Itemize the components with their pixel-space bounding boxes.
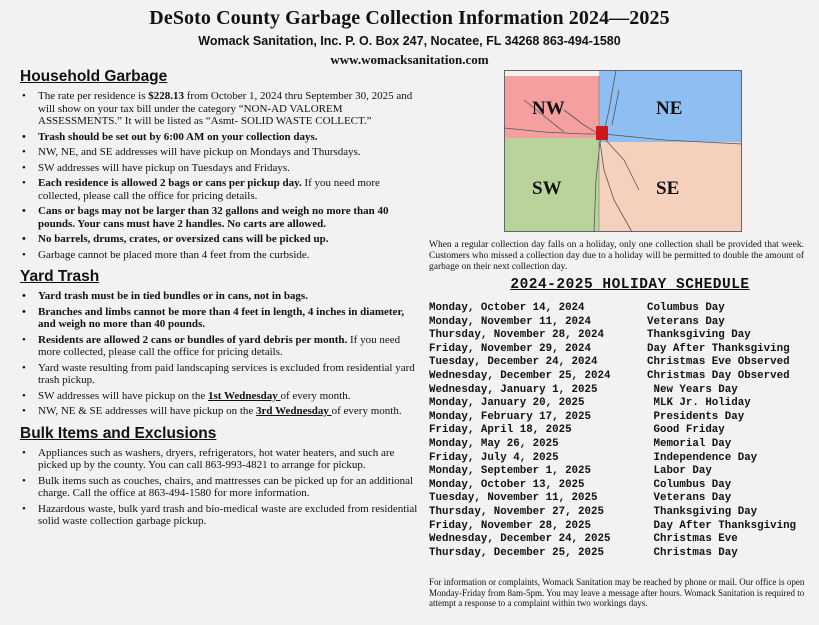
holiday-row xyxy=(429,465,809,479)
list-item: • No barrels, drums, crates, or oversized cans will be picked up. xyxy=(20,233,420,246)
holiday-date: Monday, October 14, 2024 xyxy=(429,302,585,314)
county-map xyxy=(504,70,742,232)
holiday-date: Wednesday, January 1, 2025 xyxy=(429,383,598,396)
list-item: • SW addresses will have pickup on the 1st Wednesday of every month. xyxy=(20,390,420,403)
yard-list xyxy=(20,290,420,418)
holiday-name: New Years Day xyxy=(647,383,738,396)
holiday-name: Christmas Eve Observed xyxy=(647,356,790,369)
footer-note: For information or complaints, Womack Sanitation may be reached by phone or mail. Our office is open Monday-Friday from 8am-5pm. You may leave a message after hours. Womack Sanitation is required to attempt a response to a complaint within two workings days. xyxy=(429,577,805,608)
holiday-row xyxy=(429,397,809,411)
list-item: • Hazardous waste, bulk yard trash and bio-medical waste are excluded from residential solid waste collection garbage pickup. xyxy=(20,503,420,528)
nw-label: NW xyxy=(532,98,565,119)
holiday-list xyxy=(429,302,809,560)
list-item: • Bulk items such as couches, chairs, and mattresses can be picked up for an additional charge. Call the office at 863-494-1580 for more information. xyxy=(20,475,420,500)
list-item: • Yard waste resulting from paid landscaping services is excluded from residential yard trash pickup. xyxy=(20,362,420,387)
holiday-name: Columbus Day xyxy=(647,478,732,491)
holiday-date: Friday, November 28, 2025 xyxy=(429,519,591,532)
holiday-date: Monday, January 20, 2025 xyxy=(429,397,585,410)
holiday-name: Good Friday xyxy=(647,424,725,437)
holiday-name: Christmas Day xyxy=(647,546,738,559)
yard-title: Yard Trash xyxy=(20,268,100,285)
holiday-row xyxy=(429,506,809,520)
holiday-row xyxy=(429,329,809,343)
holiday-name: Memorial Day xyxy=(647,437,732,450)
list-item: • Cans or bags may not be larger than 32 gallons and weigh no more than 40 pounds. Your cans must have 2 handles. No carts are allowed. xyxy=(20,205,420,230)
holiday-name: Veterans Day xyxy=(647,492,732,505)
holiday-date: Wednesday, December 24, 2025 xyxy=(429,533,611,546)
holiday-row xyxy=(429,479,809,493)
holiday-row xyxy=(429,533,809,547)
list-item: • NW, NE, and SE addresses will have pickup on Mondays and Thursdays. xyxy=(20,146,420,159)
holiday-name: Christmas Eve xyxy=(647,533,738,546)
holiday-name: Thanksgiving Day xyxy=(647,329,751,342)
holiday-date: Monday, November 11, 2024 xyxy=(429,315,591,328)
holiday-name: Thanksgiving Day xyxy=(647,505,758,518)
holiday-row xyxy=(429,316,809,330)
list-item: • Residents are allowed 2 cans or bundles of yard debris per month. If you need more collected, please call the office for pricing details. xyxy=(20,334,420,359)
holiday-name: Christmas Day Observed xyxy=(647,369,790,382)
se-label: SE xyxy=(656,178,680,199)
holiday-row xyxy=(429,384,809,398)
holiday-row xyxy=(429,343,809,357)
left-column xyxy=(20,67,420,534)
holiday-date: Thursday, November 28, 2024 xyxy=(429,329,604,342)
holiday-row xyxy=(429,356,809,370)
page-title: DeSoto County Garbage Collection Information 2024—2025 xyxy=(149,7,670,29)
holiday-date: Thursday, December 25, 2025 xyxy=(429,546,604,559)
bulk-title: Bulk Items and Exclusions xyxy=(20,424,217,442)
holiday-date: Monday, February 17, 2025 xyxy=(429,410,591,423)
holiday-row xyxy=(429,520,809,534)
header xyxy=(0,6,819,68)
holiday-date: Monday, October 13, 2025 xyxy=(429,478,585,491)
rate-amount: $228.13 xyxy=(148,90,184,102)
holiday-name: Columbus Day xyxy=(647,302,725,314)
holiday-date: Friday, November 29, 2024 xyxy=(429,342,591,355)
holiday-row xyxy=(429,547,809,561)
holiday-date: Wednesday, December 25, 2024 xyxy=(429,369,611,382)
list-item: • Branches and limbs cannot be more than 4 feet in length, 4 inches in diameter, and weigh no more than 40 pounds. xyxy=(20,306,420,331)
holiday-name: Veterans Day xyxy=(647,315,725,328)
sw-label: SW xyxy=(532,178,562,199)
ne-label: NE xyxy=(656,98,683,119)
holiday-name: Presidents Day xyxy=(647,410,745,423)
holiday-date: Tuesday, November 11, 2025 xyxy=(429,492,598,505)
holiday-name: Day After Thanksgiving xyxy=(647,342,790,355)
holiday-row xyxy=(429,411,809,425)
list-item: • NW, NE & SE addresses will have pickup on the 3rd Wednesday of every month. xyxy=(20,405,420,418)
list-item: • Yard trash must be in tied bundles or in cans, not in bags. xyxy=(20,290,420,303)
company-info: Womack Sanitation, Inc. P. O. Box 247, Nocatee, FL 34268 863-494-1580 xyxy=(198,34,621,48)
list-item: • Trash should be set out by 6:00 AM on your collection days. xyxy=(20,131,420,144)
holiday-name: MLK Jr. Holiday xyxy=(647,397,751,410)
holiday-date: Tuesday, December 24, 2024 xyxy=(429,356,598,369)
holiday-date: Monday, September 1, 2025 xyxy=(429,465,591,478)
holiday-schedule-title: 2024-2025 HOLIDAY SCHEDULE xyxy=(510,277,750,293)
holiday-date: Friday, July 4, 2025 xyxy=(429,451,559,464)
website-link[interactable]: www.womacksanitation.com xyxy=(330,52,489,67)
list-item: • Garbage cannot be placed more than 4 feet from the curbside. xyxy=(20,249,420,262)
holiday-date: Thursday, November 27, 2025 xyxy=(429,505,604,518)
holiday-row xyxy=(429,438,809,452)
list-item: • Appliances such as washers, dryers, refrigerators, hot water heaters, and such are picked up by the county. You can call 863-993-4821 to arrange for pickup. xyxy=(20,447,420,472)
holiday-date: Friday, April 18, 2025 xyxy=(429,424,572,437)
holiday-row xyxy=(429,302,809,316)
holiday-row xyxy=(429,492,809,506)
household-list xyxy=(20,90,420,261)
list-item: • SW addresses will have pickup on Tuesdays and Fridays. xyxy=(20,162,420,175)
holiday-name: Day After Thanksgiving xyxy=(647,519,797,532)
holiday-name: Labor Day xyxy=(647,465,712,478)
list-item: • The rate per residence is $228.13 from October 1, 2024 thru September 30, 2025 and will show on your tax bill under the category “NON-AD VALOREM ASSESSMENTS.” It will be listed as “Asmt- SOLID WASTE COLLECT.” xyxy=(20,90,420,128)
holiday-row xyxy=(429,424,809,438)
holiday-name: Independence Day xyxy=(647,451,758,464)
list-item: • Each residence is allowed 2 bags or cans per pickup day. If you need more collected, please call the office for pricing details. xyxy=(20,177,420,202)
holiday-date: Monday, May 26, 2025 xyxy=(429,437,559,450)
bulk-list xyxy=(20,447,420,528)
holiday-note: When a regular collection day falls on a holiday, only one collection shall be provided that week. Customers who missed a collection day due to a holiday will be permitted to double the amount of garbage on their next collection day. xyxy=(429,240,804,272)
holiday-row xyxy=(429,370,809,384)
household-title: Household Garbage xyxy=(20,68,168,85)
city-center xyxy=(596,126,608,140)
holiday-row xyxy=(429,452,809,466)
